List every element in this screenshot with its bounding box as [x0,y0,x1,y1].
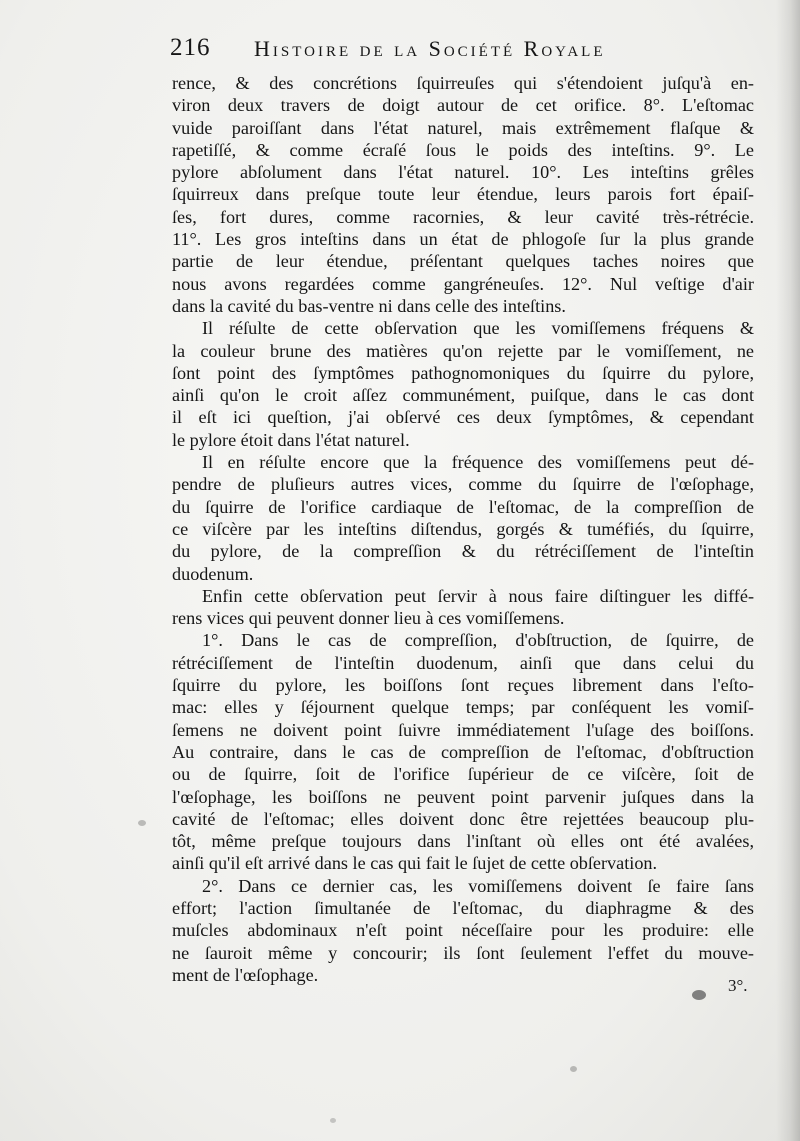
ink-smudge [138,820,146,826]
text-line: viron deux travers de doigt autour de cet orifice. 8°. L'eſtomac [172,95,754,116]
text-line: ou de ſquirre, ſoit de l'orifice ſupérieur de ce viſcère, ſoit de [172,764,754,785]
text-line: ce viſcère par les inteſtins diſtendus, gorgés & tuméfiés, du ſquirre, [172,518,754,539]
text-line: du pylore, de la compreſſion & du rétréciſſement de l'inteſtin [172,541,754,562]
text-line: Au contraire, dans le cas de compreſſion de l'eſtomac, d'obſtruction [172,741,754,762]
page-number: 216 [170,34,211,61]
text-line: la couleur brune des matières qu'on rejette par le vomiſſement, ne [172,340,754,361]
text-line: ainſi qu'il eſt arrivé dans le cas qui fait le ſujet de cette obſervation. [172,853,658,874]
text-line: dans la cavité du bas-ventre ni dans celle des inteſtins. [172,295,566,316]
text-line: partie de leur étendue, préſentant quelques taches noires que [172,251,754,272]
page-header [170,34,690,64]
paragraph-first-line: Il en réſulte encore que la fréquence des vomiſſemens peut dé- [202,452,754,473]
text-line: l'œſophage, les boiſſons ne peuvent point parvenir juſques dans la [172,786,754,807]
paragraph-first-line: Il réſulte de cette obſervation que les vomiſſemens fréquens & [202,318,754,339]
text-line: muſcles abdominaux n'eſt point néceſſaire pour les produire: elle [172,920,754,941]
text-line: rence, & des concrétions ſquirreuſes qui s'étendoient juſqu'à en- [172,73,754,93]
ink-smudge [692,990,706,1000]
catchword: 3°. [728,976,748,995]
text-line: pendre de pluſieurs autres vices, comme du ſquirre de l'œſophage, [172,474,754,495]
ink-smudge [330,1118,336,1123]
text-line: tôt, même preſque toujours dans l'inſtant où elles ont été avalées, [172,831,754,852]
text-line: ſquirreux dans preſque toute leur étendue, leurs parois fort épaiſ- [172,184,754,205]
body-text [172,72,754,986]
text-line: du ſquirre de l'orifice cardiaque de l'eſtomac, de la compreſſion de [172,496,754,517]
text-line: effort; l'action ſimultanée de l'eſtomac, du diaphragme & des [172,897,754,918]
ink-smudge [570,1066,577,1072]
text-line: nous avons regardées comme gangréneuſes. 12°. Nul veſtige d'air [172,273,754,294]
paragraph-first-line: Enfin cette obſervation peut ſervir à nous faire diſtinguer les diffé- [202,585,754,606]
paragraph-first-line: 1°. Dans le cas de compreſſion, d'obſtruction, de ſquirre, de [202,630,754,651]
binding-shadow [776,0,800,1141]
text-line: ſquirre du pylore, les boiſſons ſont reçues librement dans l'eſto- [172,675,754,696]
running-head: Histoire de la Société Royale [254,36,606,61]
text-line: ſemens ne doivent point ſuivre immédiatement l'uſage des boiſſons. [172,719,754,740]
text-line: vuide paroiſſant dans l'état naturel, mais extrêmement flaſque & [172,117,754,138]
text-line: ſont point des ſymptômes pathognomoniques du ſquirre du pylore, [172,362,754,383]
text-line: ment de l'œſophage. [172,964,319,985]
text-line: duodenum. [172,563,254,584]
text-line: pylore abſolument dans l'état naturel. 10°. Les inteſtins grêles [172,162,754,183]
text-line: rens vices qui peuvent donner lieu à ces vomiſſemens. [172,608,565,629]
text-line: ainſi qu'on le croit aſſez communément, puiſque, dans le cas dont [172,385,754,406]
text-line: ne ſauroit même y concourir; ils ſont ſeulement l'effet du mouve- [172,942,754,963]
text-line: ſes, fort dures, comme racornies, & leur cavité très-rétrécie. [172,206,754,227]
text-line: rapetiſſé, & comme écraſé ſous le poids des inteſtins. 9°. Le [172,139,754,160]
text-line: le pylore étoit dans l'état naturel. [172,429,410,450]
paragraph-first-line: 2°. Dans ce dernier cas, les vomiſſemens doivent ſe faire ſans [202,875,754,896]
text-line: rétréciſſement de l'inteſtin duodenum, ainſi que dans celui du [172,652,754,673]
text-line: cavité de l'eſtomac; elles doivent donc être rejettées beaucoup plu- [172,808,754,829]
text-line: il eſt ici queſtion, j'ai obſervé ces deux ſymptômes, & cependant [172,407,754,428]
text-line: 11°. Les gros inteſtins dans un état de phlogoſe ſur la plus grande [172,229,754,250]
text-line: mac: elles y ſéjournent quelque temps; par conſéquent les vomiſ- [172,697,754,718]
